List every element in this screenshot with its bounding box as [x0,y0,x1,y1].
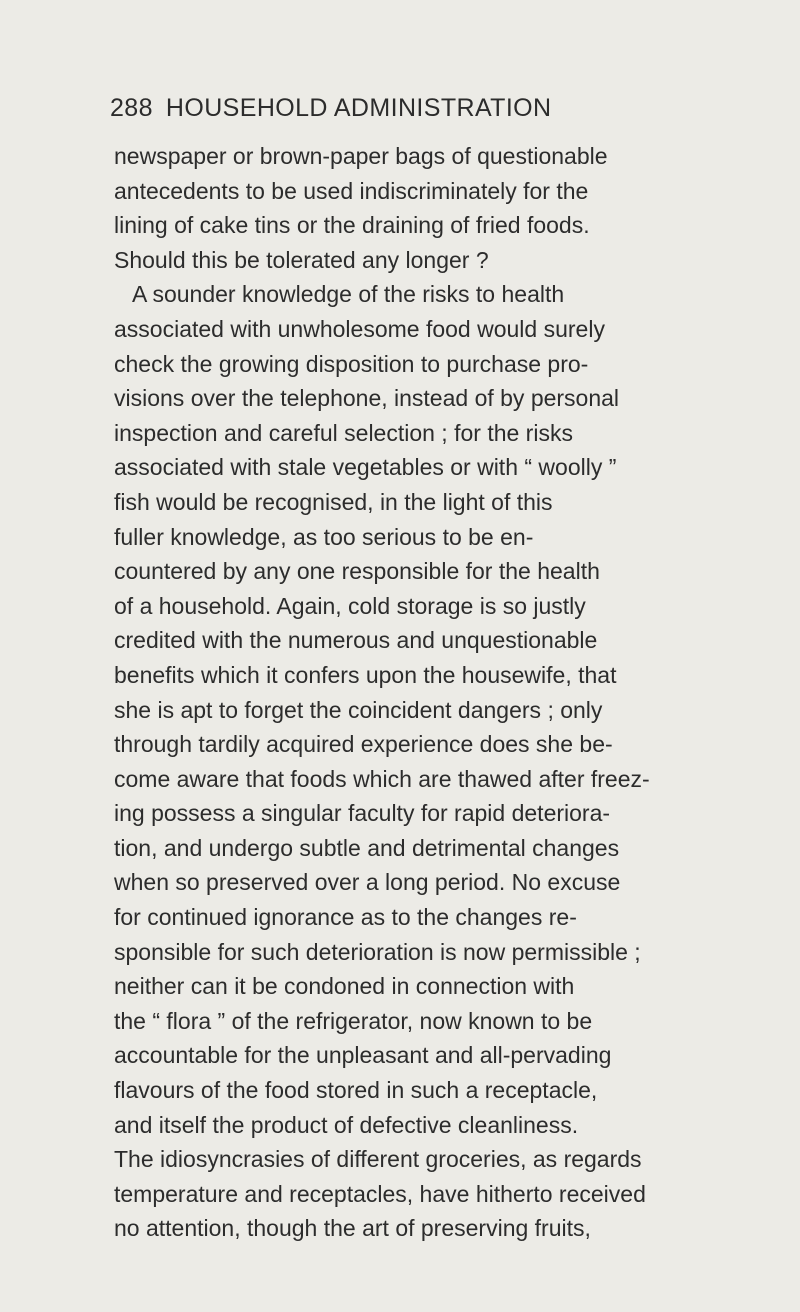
body-text [114,139,780,1246]
text-line: and itself the product of defective cleanliness. [114,1111,579,1138]
text-line: the “ flora ” of the refrigerator, now known to be [114,1007,593,1034]
text-line: newspaper or brown-paper bags of questionable [114,143,608,169]
page-number: 288 [110,94,153,122]
text-line: no attention, though the art of preserving fruits, [114,1215,591,1242]
running-title: HOUSEHOLD ADMINISTRATION [165,94,552,122]
text-line: come aware that foods which are thawed after freez- [114,765,650,792]
paragraph-start-line: A sounder knowledge of the risks to health [132,281,565,308]
text-line: visions over the telephone, instead of by personal [114,385,620,412]
text-line: The idiosyncrasies of different groceries, as regards [114,1146,642,1173]
text-line: fuller knowledge, as too serious to be en- [114,523,534,550]
text-line: associated with unwholesome food would surely [114,315,605,342]
text-line: tion, and undergo subtle and detrimental changes [114,834,620,861]
text-line: sponsible for such deterioration is now permissible ; [114,938,641,965]
text-line: flavours of the food stored in such a receptacle, [114,1077,598,1104]
text-line: credited with the numerous and unquestionable [114,627,598,654]
text-line: she is apt to forget the coincident dangers ; only [114,696,603,723]
text-line: for continued ignorance as to the changes re- [114,904,577,931]
text-line: countered by any one responsible for the health [114,558,600,585]
text-line: lining of cake tins or the draining of fried foods. [114,212,590,239]
text-line: accountable for the unpleasant and all-pervading [114,1042,612,1069]
text-line: associated with stale vegetables or with “ woolly ” [114,454,617,481]
text-line: benefits which it confers upon the housewife, that [114,661,617,688]
text-line: Should this be tolerated any longer ? [114,246,489,273]
text-line: through tardily acquired experience does she be- [114,731,613,758]
text-line: antecedents to be used indiscriminately for the [114,177,589,204]
text-line: temperature and receptacles, have hitherto received [114,1180,646,1207]
text-line: of a household. Again, cold storage is so justly [114,592,586,619]
text-line: inspection and careful selection ; for the risks [114,419,573,446]
text-line: check the growing disposition to purchase pro- [114,350,589,377]
text-line: when so preserved over a long period. No excuse [114,869,621,896]
text-line: fish would be recognised, in the light of this [114,488,553,515]
running-head [110,94,780,134]
text-line: ing possess a singular faculty for rapid deteriora- [114,800,611,827]
text-line: neither can it be condoned in connection with [114,973,575,1000]
